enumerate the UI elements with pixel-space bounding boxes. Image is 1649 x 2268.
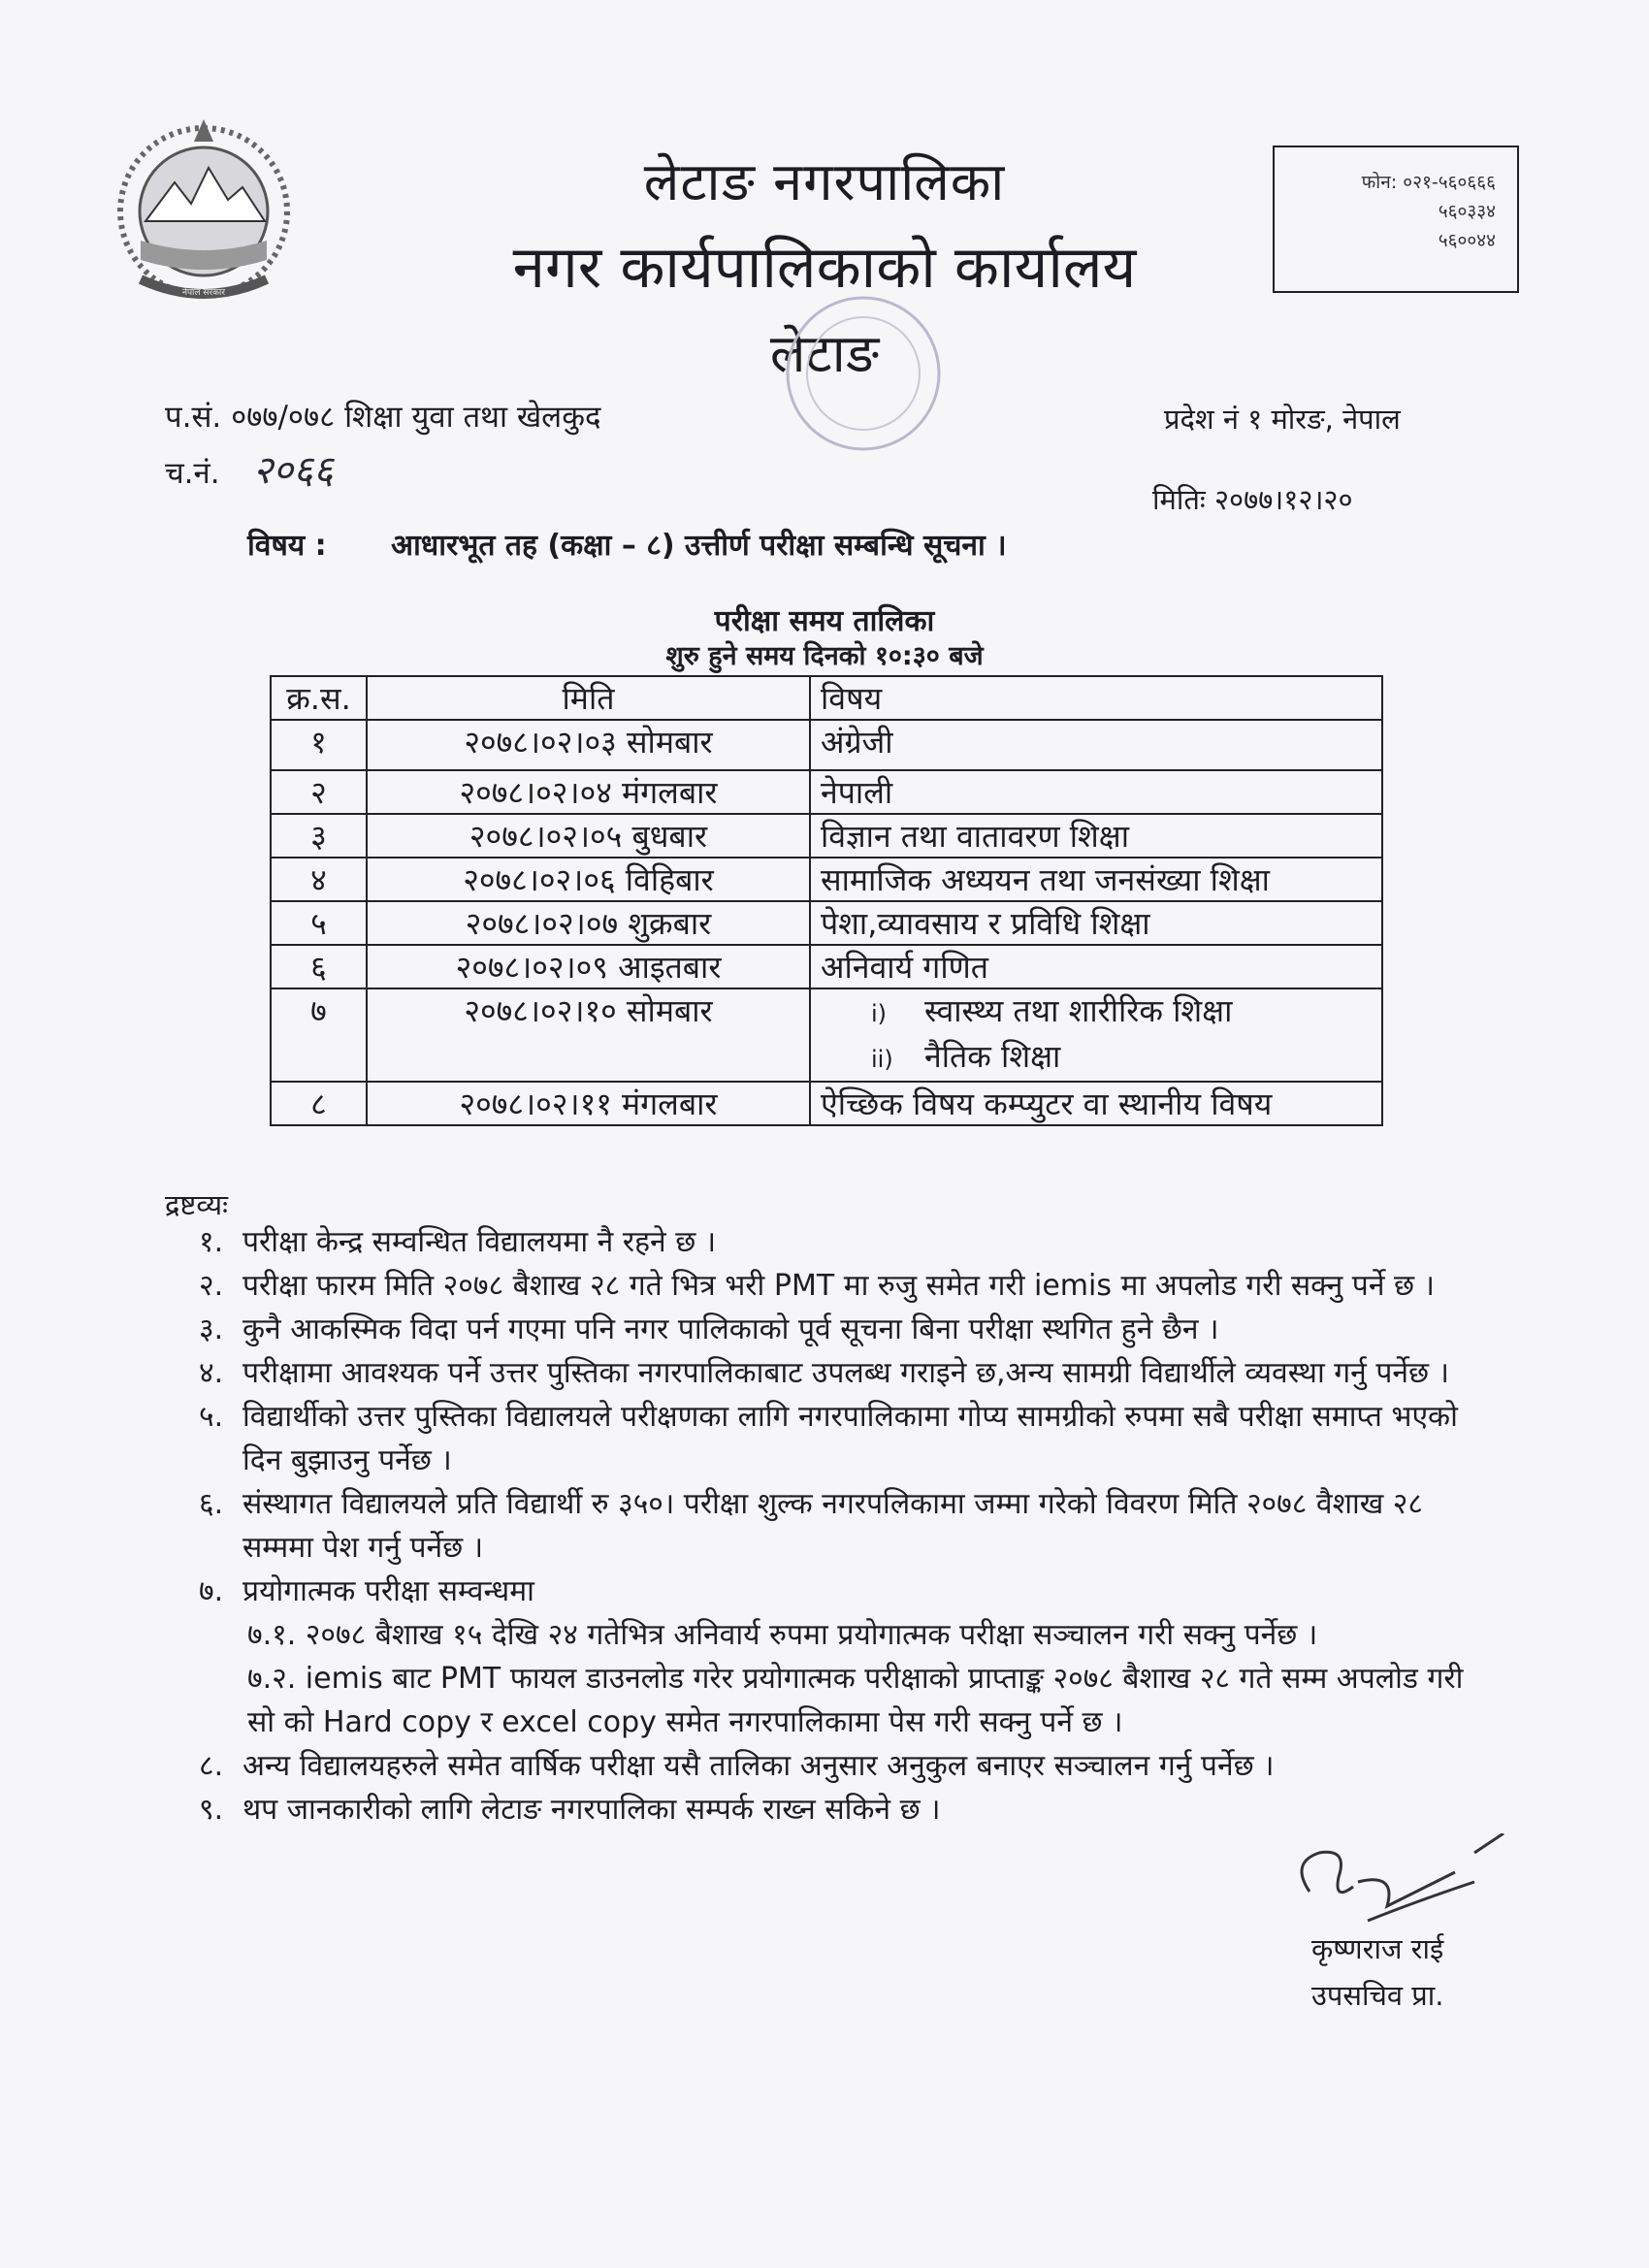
note-item xyxy=(199,1351,1470,1395)
table-subtitle: शुरु हुने समय दिनको १०:३० बजे xyxy=(665,641,984,671)
row-subject: पेशा,व्यावसाय र प्रविधि शिक्षा xyxy=(810,901,1382,945)
row-date: २०७८।०२।०६ विहिबार xyxy=(367,858,810,901)
sub-number: i) xyxy=(871,1000,888,1027)
row-sn: ६ xyxy=(271,945,367,988)
subject-label: विषय : xyxy=(247,529,327,563)
dispatch-label: च.नं. xyxy=(165,456,220,491)
row-date: २०७८।०२।०५ बुधबार xyxy=(367,814,810,858)
org-name: लेटाङ नगरपालिका xyxy=(643,151,1006,212)
sub-subject xyxy=(821,989,1372,1035)
note-number: ९. xyxy=(199,1793,224,1827)
header-subject: विषय xyxy=(810,676,1382,720)
row-sn: २ xyxy=(271,770,367,814)
note-number: ८. xyxy=(199,1749,224,1783)
note-item xyxy=(199,1308,1470,1351)
row-subject: नेपाली xyxy=(810,770,1382,814)
dispatch-number xyxy=(165,441,334,495)
row-date: २०७८।०२।०४ मंगलबार xyxy=(367,770,810,814)
note-item xyxy=(199,1395,1470,1482)
header-sn: क्र.स. xyxy=(271,676,367,720)
sub-subject-text: नैतिक शिक्षा xyxy=(924,1038,1061,1075)
table-row xyxy=(271,858,1382,901)
row-subject: ऐच्छिक विषय कम्प्युटर वा स्थानीय विषय xyxy=(810,1082,1382,1125)
table-row xyxy=(271,814,1382,858)
note-text: विद्यार्थीको उत्तर पुस्तिका विद्यालयले परीक्षणका लागि नगरपालिकामा गोप्य सामग्रीको रुपमा सबै परीक्षा समाप्त भएको दिन बुझाउनु पर्नेछ । xyxy=(242,1400,1458,1477)
row-date: २०७८।०२।०३ सोमबार xyxy=(367,720,810,770)
note-number: ४. xyxy=(199,1356,224,1390)
table-row xyxy=(271,770,1382,814)
row-sn: ५ xyxy=(271,901,367,945)
table-row xyxy=(271,720,1382,770)
office-stamp-icon xyxy=(781,291,946,456)
note-text: परीक्षा केन्द्र सम्वन्धित विद्यालयमा नै रहने छ । xyxy=(242,1225,717,1259)
row-date: २०७८।०२।०९ आइतबार xyxy=(367,945,810,988)
phone-2: ५६०३३४ xyxy=(1438,201,1496,222)
note-number: ५. xyxy=(199,1400,224,1434)
table-header-row xyxy=(271,676,1382,720)
office-location: लेटाङ xyxy=(769,323,880,384)
note-item xyxy=(199,1744,1470,1788)
row-date: २०७८।०२।११ मंगलबार xyxy=(367,1082,810,1125)
note-item xyxy=(199,1788,1470,1831)
province-address: प्रदेश नं १ मोरङ, नेपाल xyxy=(1164,403,1401,436)
note-number: ७. xyxy=(199,1574,224,1608)
note-subitem xyxy=(199,1657,1470,1744)
note-subitem xyxy=(199,1613,1470,1657)
phone-3: ५६००४४ xyxy=(1438,230,1496,251)
row-sn: १ xyxy=(271,720,367,770)
office-name: नगर कार्यपालिकाको कार्यालय xyxy=(512,234,1137,302)
row-sn: ८ xyxy=(271,1082,367,1125)
signatory-block xyxy=(1311,1926,1443,2019)
note-subitem-text: ७.२. iemis बाट PMT फायल डाउनलोड गरेर प्रयोगात्मक परीक्षाको प्राप्ताङ्क २०७८ बैशाख २८ गते सम्म अपलोड गरी सो को Hard copy र excel copy समेत नगरपालिकामा पेस गरी सक्नु पर्ने छ । xyxy=(247,1662,1464,1739)
sub-subject xyxy=(821,1035,1372,1081)
note-item xyxy=(199,1264,1470,1308)
row-date: २०७८।०२।१० सोमबार xyxy=(367,988,810,1082)
note-text: थप जानकारीको लागि लेटाङ नगरपालिका सम्पर्क राख्न सकिने छ । xyxy=(242,1793,941,1827)
note-text: कुनै आकस्मिक विदा पर्न गएमा पनि नगर पालिकाको पूर्व सूचना बिना परीक्षा स्थगित हुने छैन । xyxy=(242,1312,1219,1346)
sub-number: ii) xyxy=(871,1046,893,1073)
row-sn: ४ xyxy=(271,858,367,901)
phone-1: फोन: ०२१-५६०६६६ xyxy=(1361,172,1496,193)
table-title: परीक्षा समय तालिका xyxy=(714,604,935,638)
notes-title: द्रष्टव्यः xyxy=(165,1188,228,1221)
note-number: २. xyxy=(199,1269,224,1303)
note-item xyxy=(199,1570,1470,1613)
row-sn: ३ xyxy=(271,814,367,858)
row-subject: विज्ञान तथा वातावरण शिक्षा xyxy=(810,814,1382,858)
header-date: मिति xyxy=(367,676,810,720)
dispatch-value: २०६६ xyxy=(252,448,334,493)
subject-line xyxy=(247,524,1007,564)
row-subject: अनिवार्य गणित xyxy=(810,945,1382,988)
signatory-title: उपसचिव प्रा. xyxy=(1311,1979,1444,2012)
row-date: २०७८।०२।०७ शुक्रबार xyxy=(367,901,810,945)
table-row xyxy=(271,945,1382,988)
note-text: परीक्षा फारम मिति २०७८ बैशाख २८ गते भित्र भरी PMT मा रुजु समेत गरी iemis मा अपलोड गरी सक्नु पर्ने छ । xyxy=(242,1269,1435,1303)
note-number: १. xyxy=(199,1225,224,1259)
table-row xyxy=(271,988,1382,1082)
phone-box xyxy=(1273,146,1519,293)
signatory-name: कृष्णराज राई xyxy=(1311,1932,1444,1965)
table-row xyxy=(271,1082,1382,1125)
notes-list xyxy=(199,1220,1470,1831)
note-text: अन्य विद्यालयहरुले समेत वार्षिक परीक्षा यसै तालिका अनुसार अनुकुल बनाएर सञ्चालन गर्नु पर्नेछ । xyxy=(242,1749,1275,1783)
emblem-text: नेपाल सरकार xyxy=(181,288,226,298)
note-text: संस्थागत विद्यालयले प्रति विद्यार्थी रु ३५०। परीक्षा शुल्क नगरपलिकामा जम्मा गरेको विवरण मिति २०७८ वैशाख २८ सम्ममा पेश गर्नु पर्नेछ । xyxy=(242,1487,1424,1565)
exam-schedule-table xyxy=(270,675,1383,1126)
table-row xyxy=(271,901,1382,945)
sub-subject-text: स्वास्थ्य तथा शारीरिक शिक्षा xyxy=(924,992,1233,1029)
subject-text: आधारभूत तह (कक्षा – ८) उत्तीर्ण परीक्षा सम्बन्धि सूचना । xyxy=(391,529,1007,563)
reference-number: प.सं. ०७७/०७८ शिक्षा युवा तथा खेलकुद xyxy=(165,400,601,435)
note-item xyxy=(199,1220,1470,1264)
row-subject-list xyxy=(810,988,1382,1082)
note-number: ३. xyxy=(199,1312,224,1346)
row-sn: ७ xyxy=(271,988,367,1082)
letter-date: मितिः २०७७।१२।२० xyxy=(1152,483,1353,516)
note-number: ६. xyxy=(199,1487,224,1521)
row-subject: अंग्रेजी xyxy=(810,720,1382,770)
note-subitem-text: ७.१. २०७८ बैशाख १५ देखि २४ गतेभित्र अनिवार्य रुपमा प्रयोगात्मक परीक्षा सञ्चालन गरी सक्नु पर्नेछ । xyxy=(247,1618,1318,1652)
row-subject: सामाजिक अध्ययन तथा जनसंख्या शिक्षा xyxy=(810,858,1382,901)
note-text: प्रयोगात्मक परीक्षा सम्वन्धमा xyxy=(242,1574,534,1608)
note-text: परीक्षामा आवश्यक पर्ने उत्तर पुस्तिका नगरपालिकाबाट उपलब्ध गराइने छ,अन्य सामग्री विद्यार्थीले व्यवस्था गर्नु पर्नेछ । xyxy=(242,1356,1449,1390)
note-item xyxy=(199,1482,1470,1570)
